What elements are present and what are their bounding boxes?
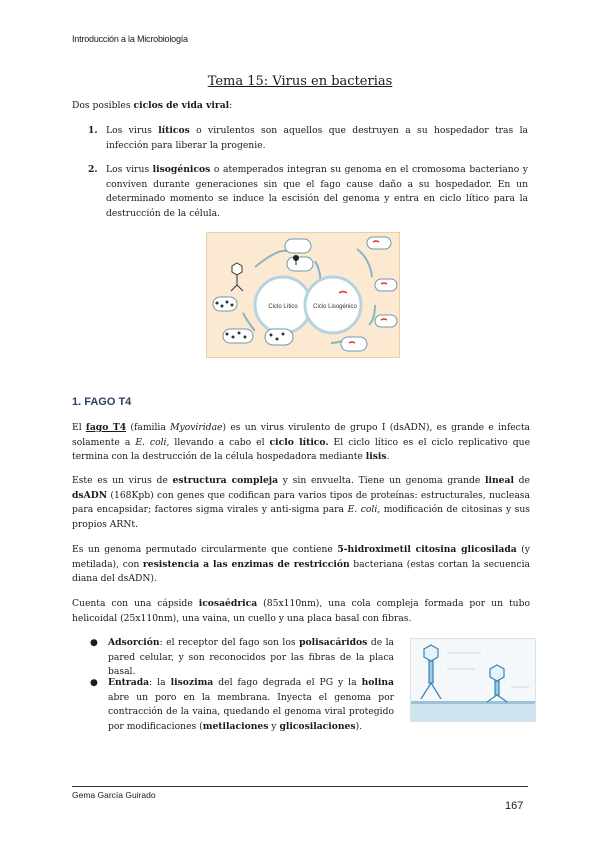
list-number: 1. bbox=[88, 125, 98, 136]
phage-icon bbox=[231, 263, 243, 291]
intro-line: Dos posibles ciclos de vida viral: bbox=[72, 100, 233, 111]
footer-author: Gema García Guirado bbox=[72, 790, 156, 800]
lysogenic-label: Ciclo Lisogénico bbox=[313, 304, 357, 310]
bullet-entry bbox=[90, 676, 394, 734]
paragraph-t4-intro: El fago T4 (familia Myoviridae) es un virus virulento de grupo I (dsADN), es grande e infecta solamente a E. coli, llevando a cabo el ciclo lítico. El ciclo lítico es el ciclo replicativo que termina con la destrucción de la célula hospedadora mediante lisis. bbox=[72, 422, 531, 462]
bullet-text: Entrada: la lisozima del fago degrada el PG y la holina abre un poro en la membrana. Inyecta el genoma por contracción de la vaina, quedando el genoma viral protegido por modificaciones (metilaciones y glicosilaciones). bbox=[108, 677, 395, 732]
list-item-lysogenic bbox=[88, 163, 528, 221]
bullet-adsorption bbox=[90, 636, 394, 680]
bullet-text: Adsorción: el receptor del fago son los polisacáridos de la pared celular, y son reconocidos por las fibras de la placa basal. bbox=[108, 637, 395, 677]
list-text: Los virus líticos o virulentos son aquellos que destruyen a su hospedador tras la infección para liberar la progenie. bbox=[106, 125, 528, 151]
list-text: Los virus lisogénicos o atemperados integran su genoma en el cromosoma bacteriano y conviven durante generaciones sin que el fago cause daño a su hospedador. En un determinado momento se induce la escisión del genoma y entra en ciclo lítico para la destrucción de la célula. bbox=[106, 164, 528, 219]
document-header: Introducción a la Microbiología bbox=[72, 34, 188, 44]
adsorption-diagram bbox=[411, 639, 535, 721]
page-title: Tema 15: Virus en bacterias bbox=[207, 74, 393, 89]
section-heading: 1. FAGO T4 bbox=[72, 396, 132, 408]
paragraph-genome: Es un genoma permutado circularmente que contiene 5-hidroximetil citosina glicosilada (y metilada), con resistencia a las enzimas de restricción bacteriana (estas cortan la secuencia diana del dsADN). bbox=[72, 544, 530, 584]
phage-cycle-figure bbox=[206, 232, 400, 358]
bullet-icon: ● bbox=[90, 638, 98, 648]
phage-t4-icon bbox=[421, 645, 441, 699]
cycle-diagram bbox=[207, 233, 399, 357]
footer-divider bbox=[72, 786, 528, 787]
paragraph-structure: Este es un virus de estructura compleja y sin envuelta. Tiene un genoma grande lineal de dsADN (168Kpb) con genes que codifican para varios tipos de proteínas: estructurales, nucleasa para encapsidar; factores sigma virales y anti-sigma para E. coli, modificación de citosinas y sus propios ARNt. bbox=[72, 475, 531, 530]
lytic-label: Ciclo Lítico bbox=[268, 304, 298, 310]
phage-adsorption-figure bbox=[410, 638, 536, 722]
list-number: 2. bbox=[88, 164, 98, 175]
phage-t4-attached-icon bbox=[487, 665, 507, 702]
list-item-lytic bbox=[88, 124, 528, 153]
paragraph-capsid: Cuenta con una cápside icosaédrica (85x110nm), una cola compleja formada por un tubo helicoidal (25x110nm), una vaina, un cuello y una placa basal con fibras. bbox=[72, 598, 530, 624]
page-number: 167 bbox=[505, 800, 524, 812]
bullet-icon: ● bbox=[90, 678, 98, 688]
